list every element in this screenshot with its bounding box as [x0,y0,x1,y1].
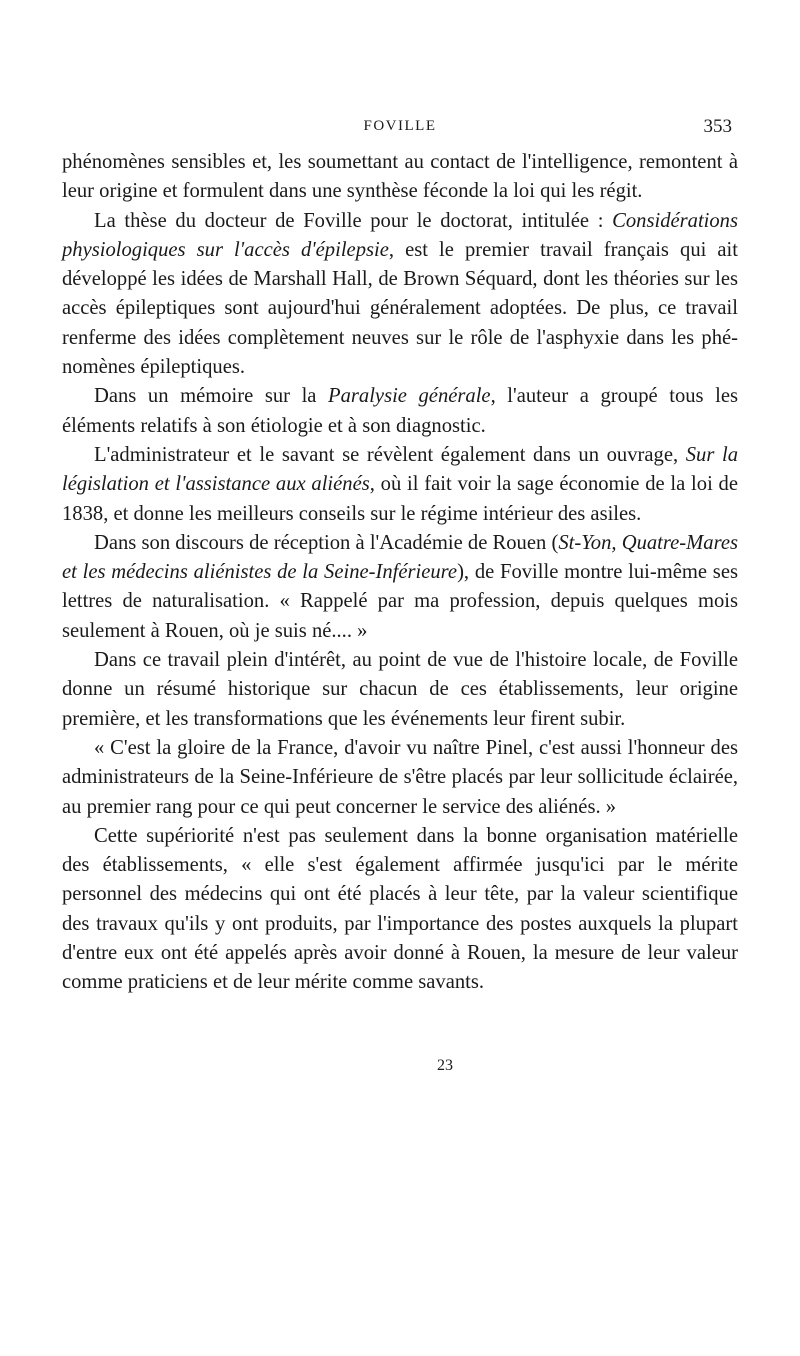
text-run: Dans un mémoire sur la [94,385,329,408]
text-run: Cette supériorité n'est pas seulement dans la bonne organisation matérielle des établissements, « elle s'est également affirmée jusqu'ici par le mérite personnel des médecins qui ont été placés à leur tête, par la valeur scientifique des travaux qu'ils y ont produits, par l'importance des postes auxquels la plupart d'entre eux ont été appelés après avoir donné à Rouen, la mesure de leur valeur comme praticiens et de leur mérite comme savants. [62,824,738,994]
text-run: , où il fait voir la sage économie de la loi de 1838, et donne les meilleurs conseils sur le régime intérieur des asiles. [62,473,738,525]
running-title: FOVILLE [363,118,437,134]
page-number: 353 [703,116,732,137]
paragraph [62,207,738,383]
body-text [62,148,738,998]
text-run: , l'auteur a groupé tous les éléments relatifs à son étiologie et à son diagnostic. [62,385,739,437]
paragraph [62,646,738,734]
paragraph [62,382,738,441]
text-run: Dans ce travail plein d'intérêt, au point de vue de l'histoire locale, de Foville donne un résumé historique sur chacun de ces établissements, leur origine première, et les transformations que les événements leur firent subir. [62,649,738,730]
italic-title: Paralysie générale [328,385,491,408]
text-run: Dans son discours de réception à l'Académie de Rouen ( [94,531,559,554]
signature-mark: 23 [437,1057,453,1074]
paragraph [62,529,738,646]
paragraph [62,441,738,529]
running-head [62,116,738,140]
text-run: phénomènes sensibles et, les soumettant au contact de l'intelligence, remontent à leur origine et formulent dans une synthèse féconde la loi qui les régit. [62,151,738,203]
italic-title: Considérations physiologiques sur l'accès d'épilepsie [62,209,738,261]
italic-title: Sur la législation et l'assistance aux aliénés [62,443,738,496]
text-run: La thèse du docteur de Foville pour le doctorat, intitulée : [94,209,613,232]
paragraph [62,734,738,822]
text-run: ), de Foville montre lui-même ses lettres de naturalisation. « Rappelé par ma profession, depuis quelques mois seulement à Rouen, où je suis né.... » [62,561,738,642]
paragraph [62,148,738,207]
paragraph [62,822,738,998]
text-run: « C'est la gloire de la France, d'avoir vu naître Pinel, c'est aussi l'honneur des administrateurs de la Seine-Inférieure de s'être placés par leur sollicitude éclairée, au premier rang pour ce qui peut concerner le service des aliénés. » [62,736,738,818]
italic-title: St-Yon, Quatre-Mares et les médecins aliénistes de la Seine-Inférieure [62,531,738,584]
text-run: L'administrateur et le savant se révèlent également dans un ouvrage, [94,443,686,466]
book-page [62,0,738,1356]
text-run: , est le premier travail français qui ait développé les idées de Marshall Hall, de Brown Séquard, dont les théories sur les accès épileptiques sont aujourd'hui généralement adoptées. De plus, ce travail renferme des idées complètement neuves sur le rôle de l'asphyxie dans les phénomènes épileptiques. [62,238,739,379]
